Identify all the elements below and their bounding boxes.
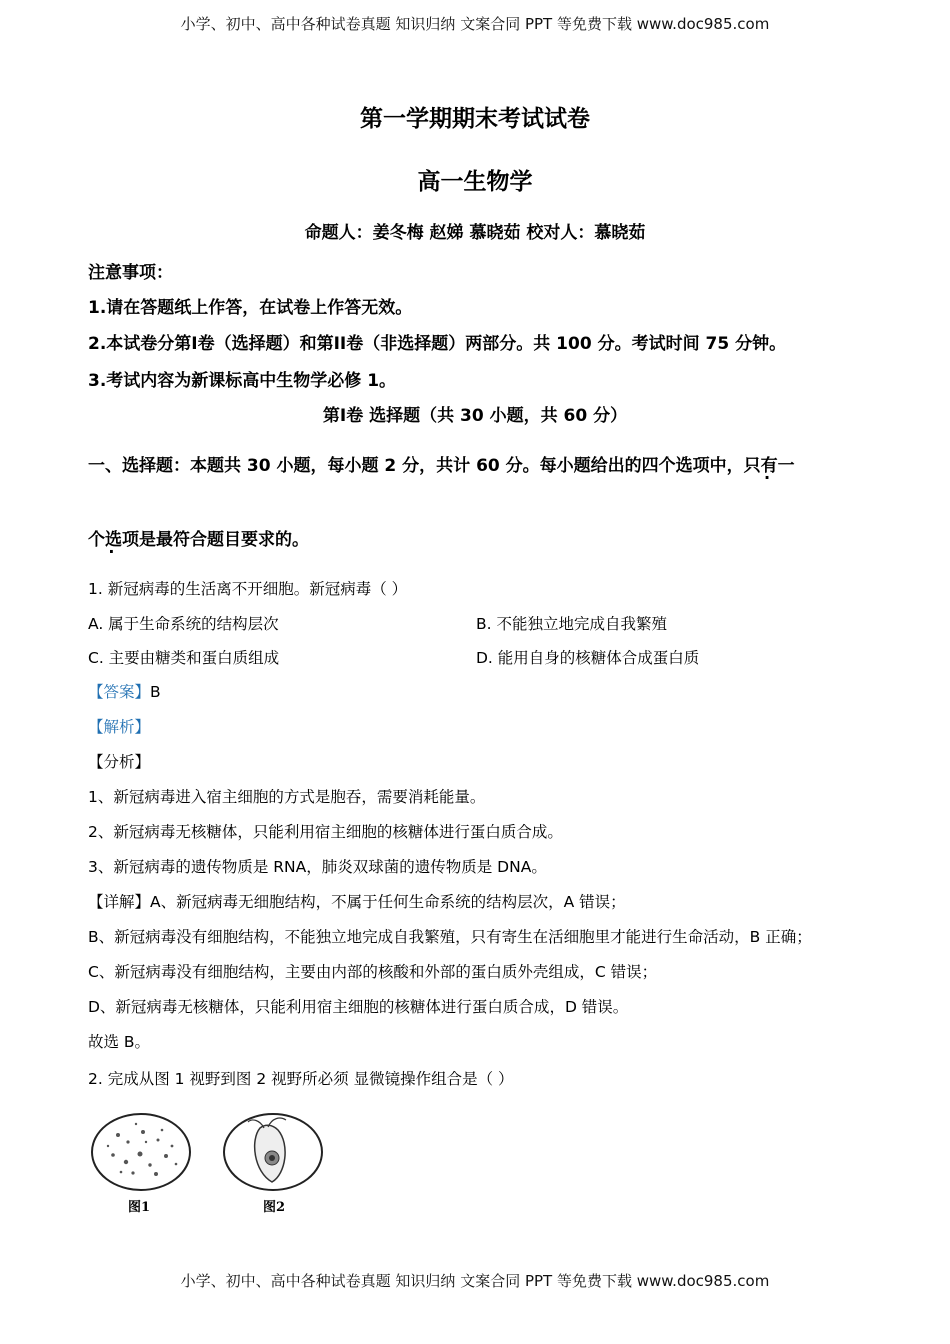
detail-line-3: C、新冠病毒没有细胞结构，主要由内部的核酸和外部的蛋白质外壳组成，C 错误； xyxy=(88,963,658,981)
figure-2-microscope-field xyxy=(220,1110,326,1196)
exam-subtitle: 高一生物学 xyxy=(417,169,533,195)
q1-option-b: B. 不能独立地完成自我繁殖 xyxy=(476,615,667,633)
answer-value: B xyxy=(150,683,161,701)
q1-option-a: A. 属于生命系统的结构层次 xyxy=(88,615,279,633)
detail-line-2: B、新冠病毒没有细胞结构，不能独立地完成自我繁殖，只有寄生在活细胞里才能进行生命活动，B 正确； xyxy=(88,928,812,946)
section-title: 第I卷 选择题（共 30 小题，共 60 分） xyxy=(322,406,628,426)
answer-tag: 【答案】 xyxy=(88,683,151,701)
emphasis-text-2: 个选项 xyxy=(88,530,139,550)
figure-2-label: 图2 xyxy=(263,1200,286,1215)
fenxi-line-3: 3、新冠病毒的遗传物质是 RNA，肺炎双球菌的遗传物质是 DNA。 xyxy=(88,858,547,876)
q1-option-c: C. 主要由糖类和蛋白质组成 xyxy=(88,649,280,667)
page-header: 小学、初中、高中各种试卷真题 知识归纳 文案合同 PPT 等免费下载 www.doc985.com xyxy=(180,15,770,33)
fenxi-line-1: 1、新冠病毒进入宿主细胞的方式是胞吞，需要消耗能量。 xyxy=(88,788,486,806)
detail-line-1: 【详解】A、新冠病毒无细胞结构，不属于任何生命系统的结构层次，A 错误； xyxy=(88,893,626,911)
emphasis-text: 只有一 xyxy=(743,456,795,476)
authors-line: 命题人：姜冬梅 赵娣 慕晓茹 校对人：慕晓茹 xyxy=(304,223,646,243)
instruction-text-2: 是最符合题目要求的。 xyxy=(139,530,309,550)
analysis-tag: 【解析】 xyxy=(88,718,151,736)
instruction-line-2 xyxy=(88,525,309,550)
fenxi-tag: 【分析】 xyxy=(88,753,151,771)
q2-stem: 2. 完成从图 1 视野到图 2 视野所必须 显微镜操作组合是（ ） xyxy=(88,1070,514,1088)
figure-1-label: 图1 xyxy=(128,1200,151,1215)
page-footer: 小学、初中、高中各种试卷真题 知识归纳 文案合同 PPT 等免费下载 www.doc985.com xyxy=(180,1272,770,1290)
instruction-text: 一、选择题：本题共 30 小题，每小题 2 分，共计 60 分。每小题给出的四个选项中， xyxy=(88,456,744,476)
exam-title: 第一学期期末考试试卷 xyxy=(360,106,590,132)
figure-1-microscope-field xyxy=(88,1110,196,1196)
q1-stem: 1. 新冠病毒的生活离不开细胞。新冠病毒（ ） xyxy=(88,580,408,598)
detail-line-4: D、新冠病毒无核糖体，只能利用宿主细胞的核糖体进行蛋白质合成，D 错误。 xyxy=(88,998,629,1016)
notice-item-2: 2.本试卷分第I卷（选择题）和第II卷（非选择题）两部分。共 100 分。考试时间 75 分钟。 xyxy=(88,334,787,354)
notice-heading: 注意事项： xyxy=(88,263,173,283)
q1-answer xyxy=(88,680,161,702)
q1-option-d: D. 能用自身的核糖体合成蛋白质 xyxy=(476,649,700,667)
instruction-line-1 xyxy=(88,451,795,476)
notice-item-3: 3.考试内容为新课标高中生物学必修 1。 xyxy=(88,371,397,391)
detail-line-5: 故选 B。 xyxy=(88,1033,151,1051)
fenxi-line-2: 2、新冠病毒无核糖体，只能利用宿主细胞的核糖体进行蛋白质合成。 xyxy=(88,823,563,841)
notice-item-1: 1.请在答题纸上作答，在试卷上作答无效。 xyxy=(88,298,413,318)
